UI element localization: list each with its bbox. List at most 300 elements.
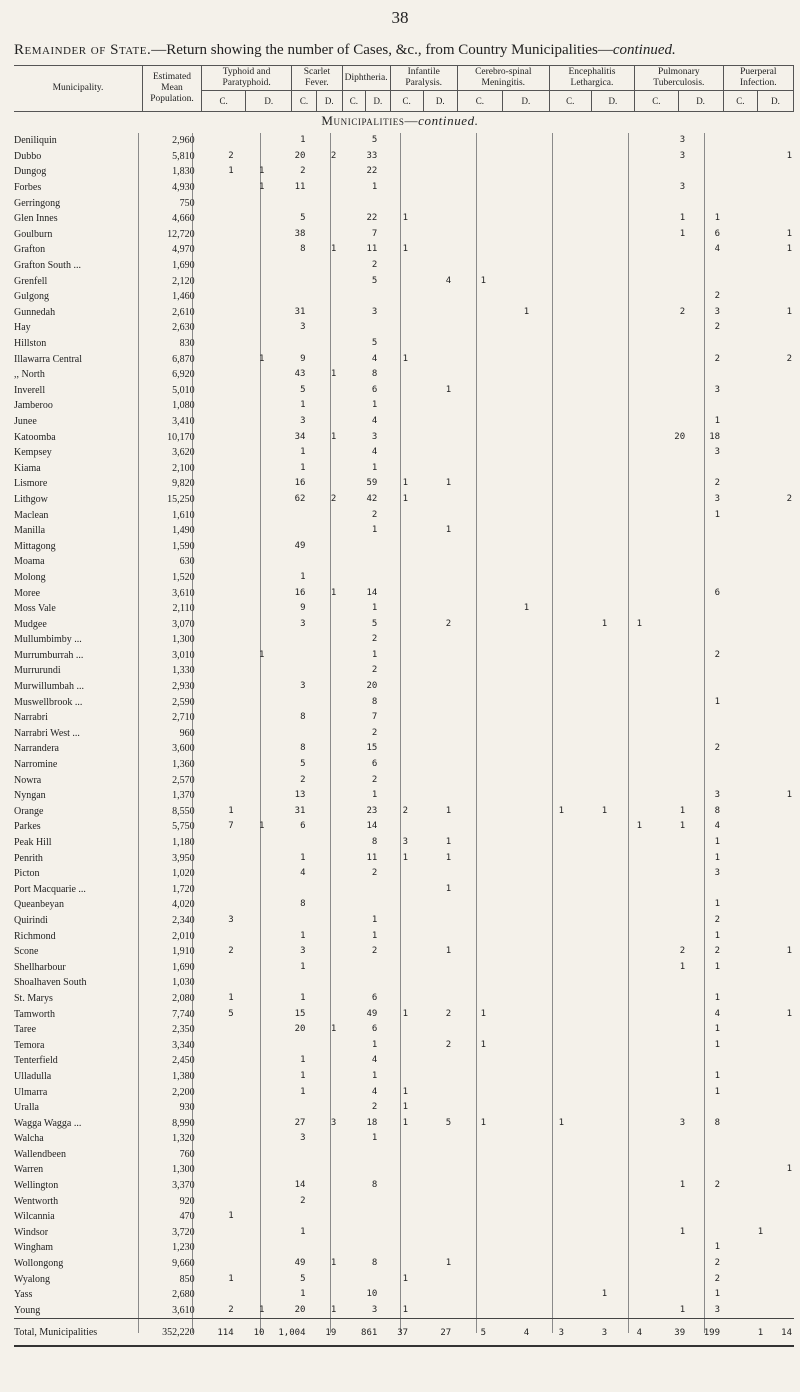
count-cell bbox=[236, 1256, 267, 1272]
count-cell: 1 bbox=[402, 1273, 409, 1284]
population-cell: 1,320 bbox=[172, 1133, 195, 1145]
count-cell bbox=[531, 320, 566, 336]
count-cell bbox=[687, 1162, 722, 1178]
count-cell: 33 bbox=[366, 150, 378, 161]
count-cell bbox=[765, 850, 794, 866]
count-cell bbox=[307, 1069, 338, 1085]
count-cell: 1 bbox=[714, 696, 721, 707]
count-cell bbox=[307, 227, 338, 243]
count-cell bbox=[644, 710, 687, 726]
count-cell bbox=[722, 1162, 765, 1178]
count-cell: 2 bbox=[371, 774, 378, 785]
count-cell bbox=[236, 1115, 267, 1131]
count-cell bbox=[609, 227, 644, 243]
count-cell bbox=[566, 523, 609, 539]
count-cell bbox=[307, 1147, 338, 1163]
population-cell: 2,110 bbox=[172, 603, 195, 615]
count-cell bbox=[236, 1084, 267, 1100]
municipality-name: Grenfell bbox=[14, 275, 48, 287]
count-cell bbox=[453, 133, 488, 149]
count-cell bbox=[722, 1209, 765, 1225]
count-cell: 5 bbox=[371, 338, 378, 349]
count-cell: 5 bbox=[300, 1273, 306, 1284]
count-cell bbox=[453, 383, 488, 399]
count-cell bbox=[566, 507, 609, 523]
count-cell bbox=[338, 1147, 379, 1163]
count-cell bbox=[609, 804, 644, 820]
count-cell bbox=[531, 445, 566, 461]
count-cell: 7 bbox=[371, 712, 378, 723]
count-cell: 2 bbox=[371, 634, 378, 645]
count-cell bbox=[609, 398, 644, 414]
header-deaths: D. bbox=[591, 91, 634, 112]
count-cell bbox=[609, 850, 644, 866]
count-cell bbox=[531, 1069, 566, 1085]
count-cell bbox=[410, 305, 453, 321]
population-cell: 1,020 bbox=[172, 868, 195, 880]
count-cell bbox=[410, 1178, 453, 1194]
count-cell bbox=[197, 616, 236, 632]
count-cell bbox=[410, 133, 453, 149]
count-cell: 1 bbox=[300, 961, 306, 972]
count-cell bbox=[410, 367, 453, 383]
count-cell bbox=[410, 913, 453, 929]
count-cell: 4 bbox=[609, 1319, 644, 1348]
count-cell bbox=[609, 1022, 644, 1038]
count-cell bbox=[609, 757, 644, 773]
population-cell: 3,950 bbox=[172, 852, 195, 864]
count-cell bbox=[307, 305, 338, 321]
count-cell bbox=[566, 133, 609, 149]
count-cell bbox=[236, 585, 267, 601]
table-row bbox=[14, 772, 794, 788]
header-cases: C. bbox=[390, 91, 423, 112]
count-cell bbox=[765, 913, 794, 929]
count-cell bbox=[687, 679, 722, 695]
count-cell bbox=[566, 398, 609, 414]
count-cell: 1 bbox=[714, 1039, 721, 1050]
count-cell bbox=[765, 1053, 794, 1069]
count-cell bbox=[722, 414, 765, 430]
count-cell bbox=[453, 850, 488, 866]
count-cell: 2 bbox=[786, 353, 792, 364]
count-cell: 1 bbox=[402, 1102, 409, 1113]
bottom-rule bbox=[14, 1345, 794, 1347]
table-row bbox=[14, 242, 794, 258]
data-grid bbox=[14, 133, 794, 1338]
count-cell bbox=[410, 242, 453, 258]
count-cell bbox=[197, 320, 236, 336]
count-cell bbox=[307, 959, 338, 975]
count-cell bbox=[453, 882, 488, 898]
count-cell: 1 bbox=[228, 992, 234, 1003]
count-cell bbox=[609, 959, 644, 975]
count-cell bbox=[609, 195, 644, 211]
count-cell bbox=[531, 273, 566, 289]
count-cell bbox=[687, 1131, 722, 1147]
header-disease: Scarlet Fever. bbox=[292, 66, 342, 91]
count-cell bbox=[236, 227, 267, 243]
count-cell bbox=[307, 819, 338, 835]
count-cell bbox=[307, 538, 338, 554]
count-cell bbox=[609, 835, 644, 851]
count-cell bbox=[687, 1100, 722, 1116]
count-cell bbox=[236, 476, 267, 492]
count-cell bbox=[765, 1147, 794, 1163]
count-cell bbox=[410, 772, 453, 788]
population-cell: 8,550 bbox=[172, 805, 195, 817]
count-cell: 3 bbox=[714, 868, 721, 879]
count-cell bbox=[410, 1271, 453, 1287]
count-cell bbox=[765, 336, 794, 352]
count-cell bbox=[722, 991, 765, 1007]
count-cell bbox=[531, 913, 566, 929]
count-cell bbox=[453, 164, 488, 180]
count-cell: 22 bbox=[366, 213, 378, 224]
count-cell: 1 bbox=[259, 821, 265, 832]
count-cell bbox=[687, 258, 722, 274]
count-cell: 3 bbox=[300, 1133, 306, 1144]
count-cell bbox=[531, 741, 566, 757]
count-cell bbox=[379, 663, 410, 679]
count-cell bbox=[453, 336, 488, 352]
count-cell bbox=[566, 632, 609, 648]
count-cell bbox=[307, 1100, 338, 1116]
count-cell bbox=[687, 1209, 722, 1225]
count-cell bbox=[722, 1022, 765, 1038]
count-cell bbox=[379, 133, 410, 149]
table-row bbox=[14, 320, 794, 336]
count-cell bbox=[197, 850, 236, 866]
count-cell bbox=[307, 1240, 338, 1256]
count-cell: 5 bbox=[300, 384, 306, 395]
count-cell bbox=[307, 788, 338, 804]
count-cell bbox=[531, 835, 566, 851]
count-cell bbox=[197, 289, 236, 305]
count-cell bbox=[197, 679, 236, 695]
count-cell bbox=[531, 538, 566, 554]
population-cell: 2,080 bbox=[172, 992, 195, 1004]
municipality-name: Ulladulla bbox=[14, 1070, 52, 1082]
municipality-name: Deniliquin bbox=[14, 135, 57, 147]
count-cell bbox=[488, 991, 531, 1007]
count-cell bbox=[453, 429, 488, 445]
header-deaths: D. bbox=[366, 91, 390, 112]
count-cell bbox=[531, 227, 566, 243]
count-cell bbox=[453, 367, 488, 383]
count-cell bbox=[379, 523, 410, 539]
count-cell bbox=[379, 414, 410, 430]
count-cell bbox=[722, 523, 765, 539]
count-cell bbox=[197, 882, 236, 898]
count-cell bbox=[410, 788, 453, 804]
count-cell bbox=[379, 1037, 410, 1053]
count-cell bbox=[531, 772, 566, 788]
count-cell bbox=[609, 585, 644, 601]
table-row bbox=[14, 1287, 794, 1303]
municipality-name: Port Macquarie ... bbox=[14, 883, 86, 895]
count-cell: 1 bbox=[330, 1024, 337, 1035]
population-cell: 3,610 bbox=[172, 1304, 195, 1316]
count-cell bbox=[453, 928, 488, 944]
count-cell bbox=[197, 585, 236, 601]
count-cell: 2 bbox=[679, 946, 686, 957]
count-cell bbox=[644, 1006, 687, 1022]
count-cell bbox=[453, 944, 488, 960]
count-cell bbox=[266, 1209, 307, 1225]
municipality-name: Scone bbox=[14, 946, 39, 958]
count-cell: 5 bbox=[371, 618, 378, 629]
count-cell bbox=[338, 1240, 379, 1256]
count-cell bbox=[531, 1240, 566, 1256]
table-row bbox=[14, 1271, 794, 1287]
count-cell bbox=[266, 1162, 307, 1178]
count-cell bbox=[266, 648, 307, 664]
count-cell bbox=[566, 882, 609, 898]
count-cell bbox=[609, 897, 644, 913]
count-cell: 2 bbox=[714, 353, 721, 364]
count-cell bbox=[236, 398, 267, 414]
count-cell: 2 bbox=[714, 743, 721, 754]
count-cell bbox=[453, 710, 488, 726]
table-row bbox=[14, 944, 794, 960]
count-cell bbox=[453, 1209, 488, 1225]
count-cell bbox=[687, 726, 722, 742]
count-cell bbox=[488, 445, 531, 461]
count-cell bbox=[609, 788, 644, 804]
count-cell bbox=[531, 460, 566, 476]
municipality-name: Dungog bbox=[14, 166, 47, 178]
count-cell bbox=[379, 1022, 410, 1038]
count-cell bbox=[765, 476, 794, 492]
count-cell bbox=[307, 897, 338, 913]
count-cell bbox=[609, 538, 644, 554]
count-cell bbox=[722, 772, 765, 788]
count-cell: 6 bbox=[371, 759, 378, 770]
municipality-name: Moss Vale bbox=[14, 603, 56, 615]
count-cell: 15 bbox=[294, 1008, 306, 1019]
count-cell bbox=[644, 788, 687, 804]
count-cell bbox=[531, 258, 566, 274]
count-cell bbox=[609, 1193, 644, 1209]
header-cases: C. bbox=[292, 91, 317, 112]
count-cell bbox=[488, 242, 531, 258]
count-cell bbox=[197, 975, 236, 991]
table-row bbox=[14, 523, 794, 539]
count-cell bbox=[566, 959, 609, 975]
count-cell: 1 bbox=[679, 805, 686, 816]
count-cell bbox=[197, 336, 236, 352]
table-row bbox=[14, 492, 794, 508]
municipality-name: Lithgow bbox=[14, 493, 48, 505]
count-cell bbox=[722, 507, 765, 523]
count-cell bbox=[566, 772, 609, 788]
count-cell bbox=[453, 1178, 488, 1194]
count-cell bbox=[609, 601, 644, 617]
municipality-name: Grafton South ... bbox=[14, 260, 81, 272]
count-cell bbox=[410, 959, 453, 975]
count-cell bbox=[307, 445, 338, 461]
count-cell: 1 bbox=[300, 1070, 306, 1081]
count-cell bbox=[197, 414, 236, 430]
count-cell bbox=[307, 882, 338, 898]
count-cell bbox=[197, 1100, 236, 1116]
table-row bbox=[14, 959, 794, 975]
count-cell bbox=[566, 570, 609, 586]
count-cell bbox=[687, 601, 722, 617]
population-cell: 8,990 bbox=[172, 1117, 195, 1129]
count-cell bbox=[453, 180, 488, 196]
count-cell bbox=[236, 1100, 267, 1116]
count-cell bbox=[488, 1022, 531, 1038]
count-cell bbox=[197, 835, 236, 851]
count-cell bbox=[722, 866, 765, 882]
count-cell bbox=[531, 882, 566, 898]
municipality-name: Wentworth bbox=[14, 1195, 59, 1207]
count-cell: 2 bbox=[714, 322, 721, 333]
count-cell: 1 bbox=[636, 821, 643, 832]
count-cell: 6 bbox=[371, 992, 378, 1003]
count-cell bbox=[379, 164, 410, 180]
table-row bbox=[14, 913, 794, 929]
count-cell bbox=[379, 632, 410, 648]
count-cell bbox=[236, 429, 267, 445]
count-cell bbox=[722, 1303, 765, 1319]
count-cell bbox=[566, 476, 609, 492]
count-cell bbox=[687, 772, 722, 788]
count-cell bbox=[765, 694, 794, 710]
count-cell bbox=[197, 1037, 236, 1053]
count-cell: 14 bbox=[366, 821, 378, 832]
municipality-name: Temora bbox=[14, 1039, 45, 1051]
count-cell bbox=[410, 1240, 453, 1256]
table-row bbox=[14, 273, 794, 289]
count-cell bbox=[307, 850, 338, 866]
count-cell bbox=[531, 648, 566, 664]
count-cell: 2 bbox=[371, 946, 378, 957]
count-cell bbox=[722, 726, 765, 742]
municipality-name: St. Marys bbox=[14, 992, 53, 1004]
count-cell bbox=[765, 507, 794, 523]
municipality-name: Yass bbox=[14, 1289, 33, 1301]
count-cell: 4 bbox=[714, 244, 721, 255]
count-cell bbox=[609, 570, 644, 586]
count-cell bbox=[722, 1100, 765, 1116]
municipality-name: Gerringong bbox=[14, 197, 61, 209]
count-cell: 10 bbox=[236, 1319, 267, 1348]
count-cell bbox=[307, 1131, 338, 1147]
count-cell: 1 bbox=[228, 1273, 234, 1284]
count-cell bbox=[379, 1162, 410, 1178]
count-cell bbox=[609, 944, 644, 960]
count-cell bbox=[266, 632, 307, 648]
municipality-name: Nowra bbox=[14, 774, 42, 786]
count-cell: 2 bbox=[371, 868, 378, 879]
count-cell: 1 bbox=[402, 1086, 409, 1097]
count-cell bbox=[566, 383, 609, 399]
count-cell bbox=[722, 538, 765, 554]
count-cell: 1 bbox=[714, 899, 721, 910]
count-cell bbox=[410, 1053, 453, 1069]
count-cell bbox=[566, 1271, 609, 1287]
count-cell bbox=[488, 928, 531, 944]
table-row bbox=[14, 648, 794, 664]
count-cell bbox=[488, 1178, 531, 1194]
count-cell: 1 bbox=[679, 821, 686, 832]
count-cell bbox=[566, 289, 609, 305]
count-cell bbox=[722, 383, 765, 399]
count-cell: 2 bbox=[679, 306, 686, 317]
table-row bbox=[14, 1069, 794, 1085]
count-cell bbox=[338, 320, 379, 336]
table-row bbox=[14, 211, 794, 227]
count-cell bbox=[488, 227, 531, 243]
municipality-name: Manilla bbox=[14, 525, 46, 537]
count-cell bbox=[197, 726, 236, 742]
count-cell bbox=[410, 492, 453, 508]
count-cell: 1 bbox=[679, 1304, 686, 1315]
count-cell bbox=[453, 1303, 488, 1319]
count-cell bbox=[453, 585, 488, 601]
count-cell bbox=[722, 273, 765, 289]
count-cell bbox=[609, 476, 644, 492]
count-cell: 3 bbox=[714, 790, 721, 801]
count-cell bbox=[488, 414, 531, 430]
count-cell bbox=[488, 133, 531, 149]
count-cell: 18 bbox=[709, 431, 721, 442]
population-cell: 3,720 bbox=[172, 1226, 195, 1238]
count-cell bbox=[379, 757, 410, 773]
count-cell bbox=[266, 1147, 307, 1163]
count-cell bbox=[531, 336, 566, 352]
count-cell bbox=[765, 273, 794, 289]
count-cell bbox=[531, 991, 566, 1007]
count-cell bbox=[488, 1084, 531, 1100]
count-cell bbox=[410, 507, 453, 523]
count-cell bbox=[644, 882, 687, 898]
count-cell: 2 bbox=[786, 493, 792, 504]
count-cell bbox=[687, 975, 722, 991]
count-cell: 1 bbox=[259, 1304, 265, 1315]
count-cell: 3 bbox=[531, 1319, 566, 1348]
count-cell bbox=[722, 975, 765, 991]
table-row bbox=[14, 367, 794, 383]
count-cell bbox=[609, 1162, 644, 1178]
count-cell: 4 bbox=[445, 275, 452, 286]
header-deaths: D. bbox=[316, 91, 342, 112]
count-cell bbox=[488, 726, 531, 742]
count-cell bbox=[722, 180, 765, 196]
count-cell bbox=[722, 913, 765, 929]
population-cell: 4,020 bbox=[172, 899, 195, 911]
population-cell: 10,170 bbox=[167, 431, 195, 443]
count-cell bbox=[307, 648, 338, 664]
count-cell: 8 bbox=[371, 369, 378, 380]
count-cell: 4 bbox=[371, 447, 378, 458]
count-cell: 1 bbox=[714, 852, 721, 863]
count-cell bbox=[410, 445, 453, 461]
count-cell bbox=[307, 476, 338, 492]
count-cell bbox=[307, 632, 338, 648]
count-cell bbox=[722, 757, 765, 773]
population-cell: 920 bbox=[179, 1195, 195, 1207]
count-cell bbox=[722, 320, 765, 336]
count-cell bbox=[236, 414, 267, 430]
count-cell bbox=[765, 1131, 794, 1147]
count-cell bbox=[236, 679, 267, 695]
count-cell bbox=[765, 1115, 794, 1131]
table-row bbox=[14, 928, 794, 944]
